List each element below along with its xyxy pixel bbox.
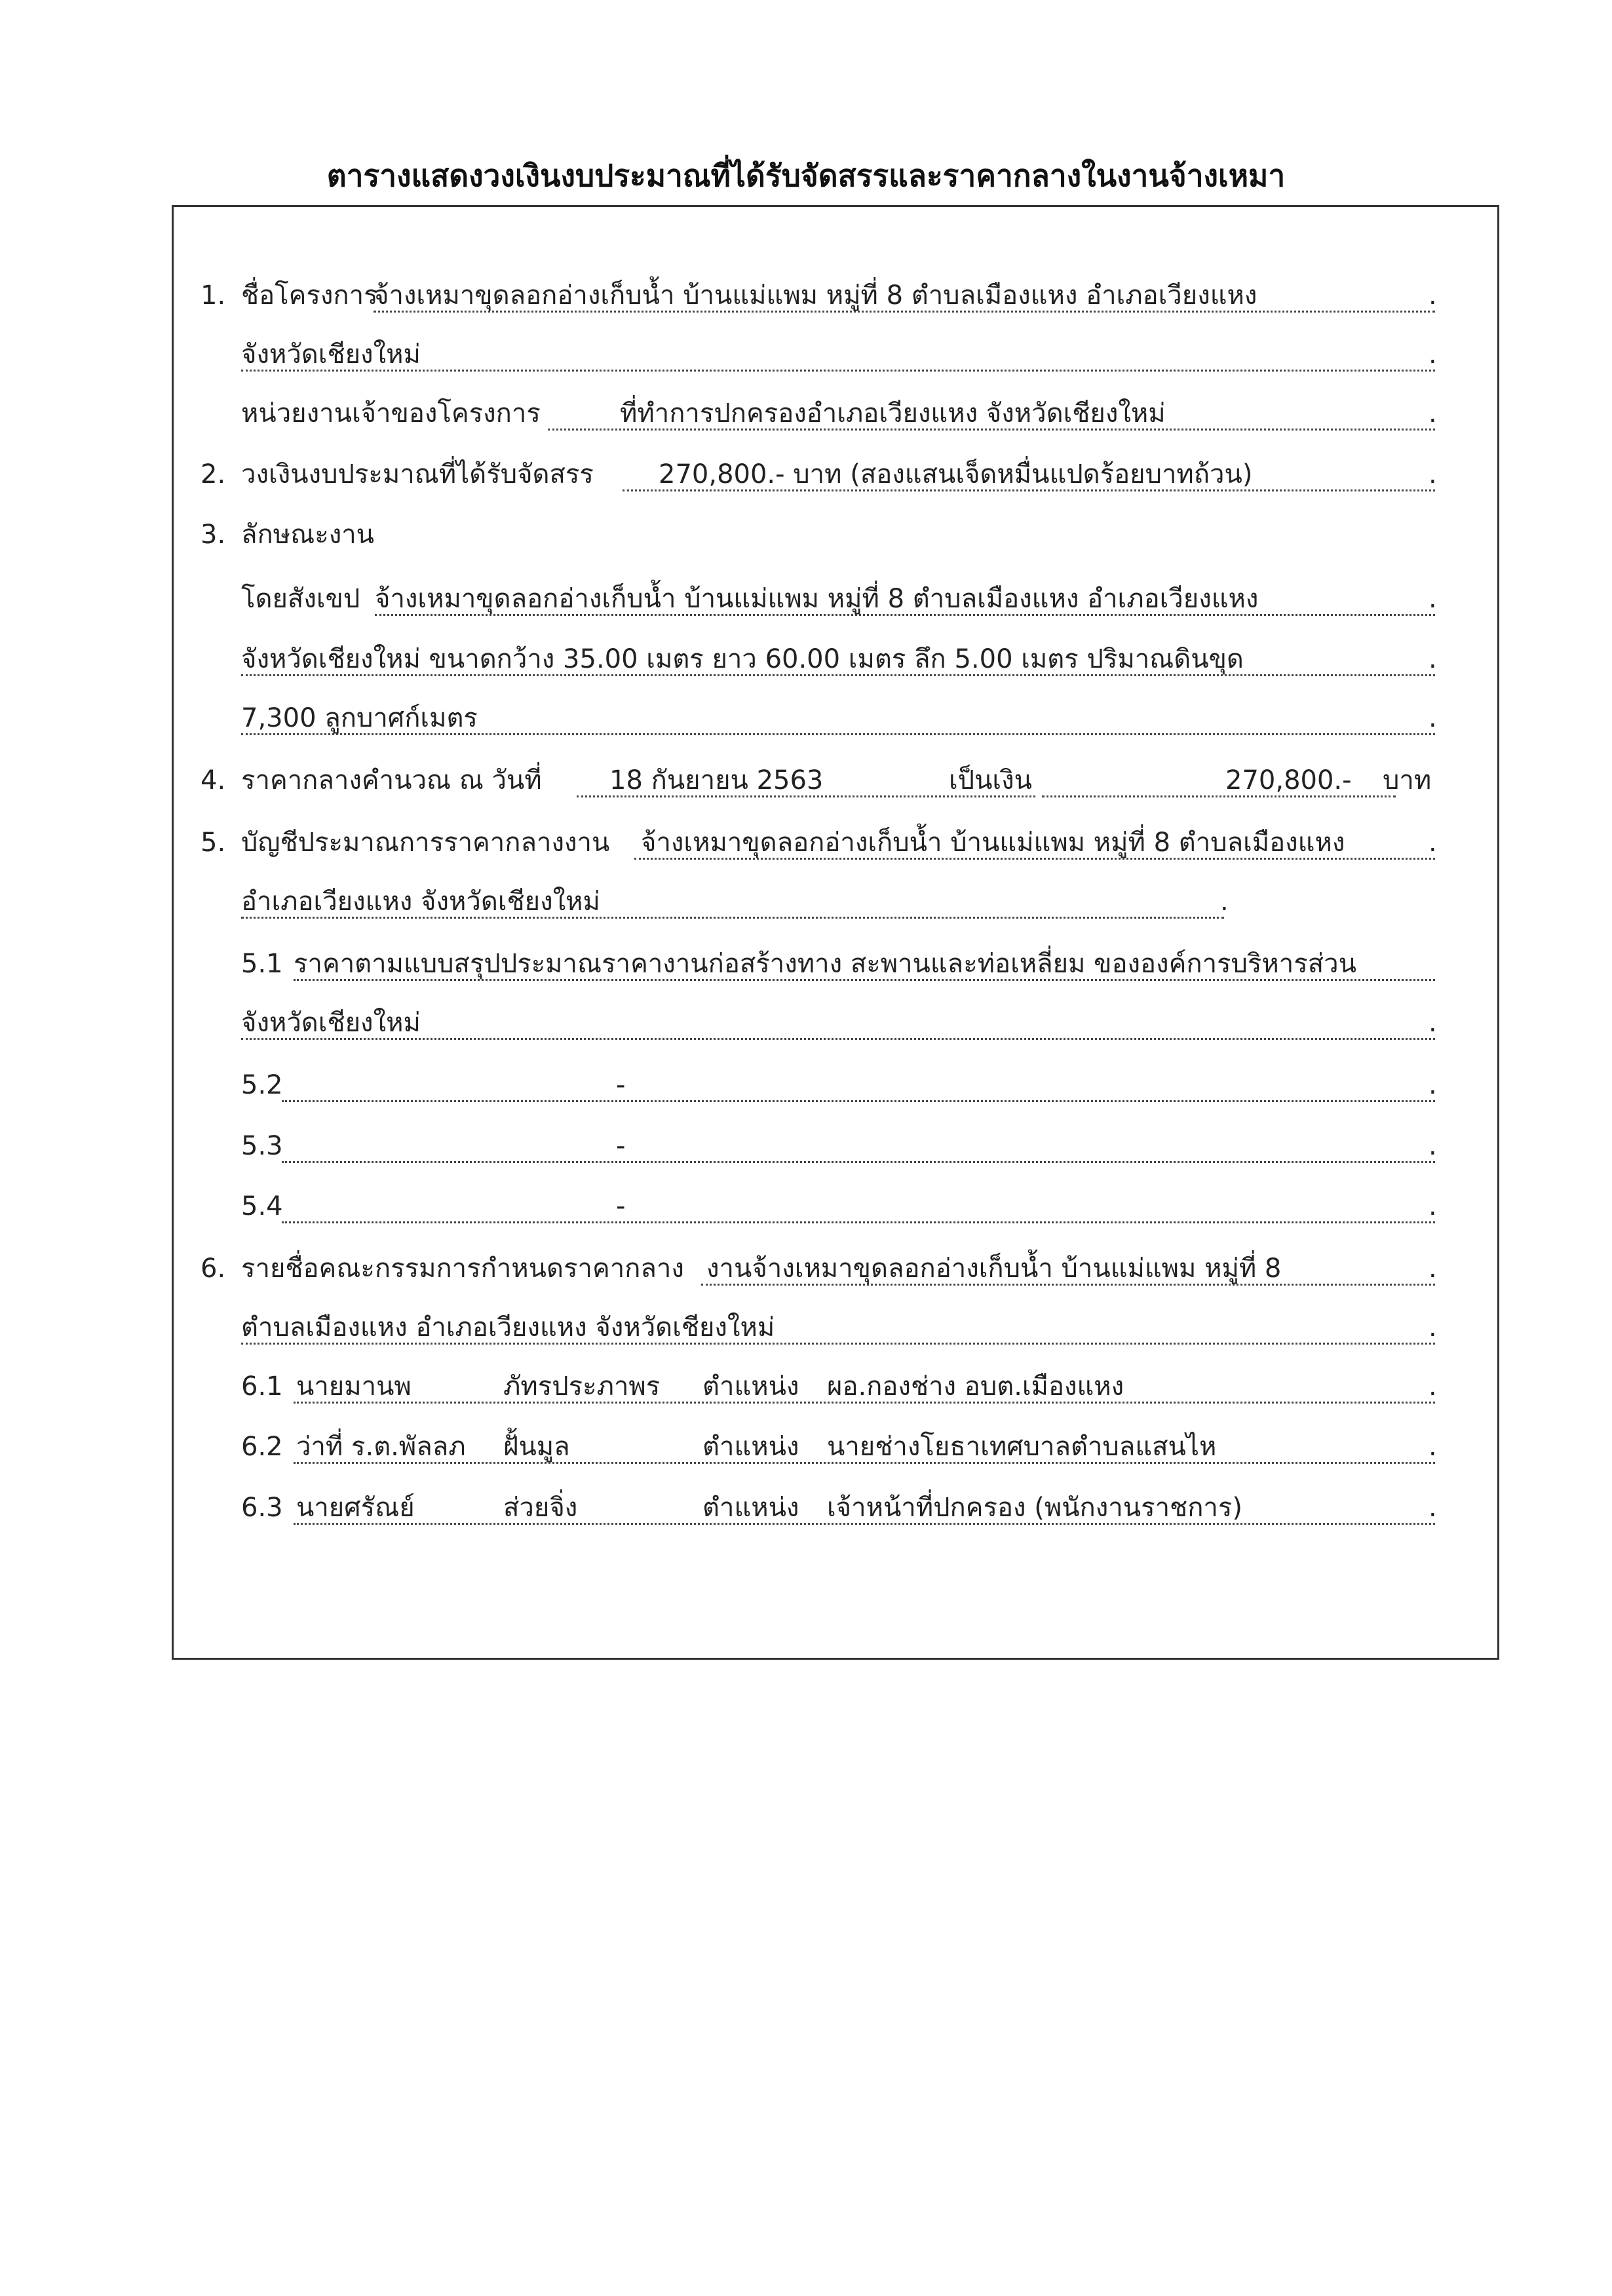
- position-label: ตำแหน่ง: [702, 1493, 799, 1523]
- project-name-value-cont: จังหวัดเชียงใหม่: [241, 337, 1435, 372]
- member-position: ผอ.กองช่าง อบต.เมืองแหง: [827, 1371, 1124, 1402]
- sub-5-1-line-2: จังหวัดเชียงใหม่: [241, 1006, 1435, 1040]
- member-name: นายมานพ: [296, 1371, 412, 1402]
- sub-5-2-value: -: [282, 1068, 1435, 1102]
- item-number: 4.: [201, 765, 226, 795]
- owner-label: หน่วยงานเจ้าของโครงการ: [241, 398, 541, 429]
- sub-number: 5.3: [241, 1131, 283, 1161]
- sub-number: 5.2: [241, 1070, 283, 1100]
- member-surname: ส่วยจิ่ง: [503, 1493, 578, 1523]
- member-name: ว่าที่ ร.ต.พัลลภ: [296, 1432, 466, 1462]
- owner-value: ที่ทำการปกครองอำเภอเวียงแหง จังหวัดเชียงใหม่: [548, 396, 1435, 430]
- sub-5-4-value: -: [282, 1189, 1435, 1223]
- price-estimate-value-cont: อำเภอเวียงแหง จังหวัดเชียงใหม่: [241, 885, 1224, 919]
- sub-5-1-line-1: ราคาตามแบบสรุปประมาณราคางานก่อสร้างทาง สะพานและท่อเหลี่ยม ขององค์การบริหารส่วน: [294, 947, 1435, 981]
- budget-label: วงเงินงบประมาณที่ได้รับจัดสรร: [241, 459, 594, 489]
- member-number: 6.2: [241, 1432, 283, 1462]
- document-title: ตารางแสดงวงเงินงบประมาณที่ได้รับจัดสรรและราคากลางในงานจ้างเหมา: [326, 158, 1286, 193]
- price-estimate-value: จ้างเหมาขุดลอกอ่างเก็บน้ำ บ้านแม่แพม หมู่ที่ 8 ตำบลเมืองแหง: [634, 826, 1435, 860]
- item-number: 6.: [201, 1253, 226, 1284]
- item-number: 3.: [201, 520, 226, 550]
- member-number: 6.1: [241, 1371, 283, 1402]
- median-price-amount: 270,800.-: [1042, 763, 1396, 797]
- summary-line-3: 7,300 ลูกบาศก์เมตร: [241, 701, 1435, 735]
- member-position: เจ้าหน้าที่ปกครอง (พนักงานราชการ): [827, 1493, 1242, 1523]
- committee-value-cont: ตำบลเมืองแหง อำเภอเวียงแหง จังหวัดเชียงใหม่: [241, 1311, 1435, 1345]
- sub-5-3-value: -: [282, 1129, 1435, 1163]
- summary-line-2: จังหวัดเชียงใหม่ ขนาดกว้าง 35.00 เมตร ยาว 60.00 เมตร ลึก 5.00 เมตร ปริมาณดินขุด: [241, 642, 1435, 676]
- project-name-label: ชื่อโครงการ: [241, 280, 378, 311]
- member-surname: ฝั้นมูล: [503, 1432, 570, 1462]
- item-number: 2.: [201, 459, 226, 489]
- price-estimate-label: บัญชีประมาณการราคากลางงาน: [241, 828, 610, 858]
- member-surname: ภัทรประภาพร: [503, 1371, 661, 1402]
- sub-number: 5.1: [241, 949, 283, 979]
- position-label: ตำแหน่ง: [702, 1432, 799, 1462]
- sub-number: 5.4: [241, 1191, 283, 1221]
- summary-label: โดยสังเขป: [241, 584, 360, 614]
- median-price-label: ราคากลางคำนวณ ณ วันที่: [241, 765, 542, 795]
- budget-value: 270,800.- บาท (สองแสนเจ็ดหมื่นแปดร้อยบาทถ้วน): [623, 457, 1435, 491]
- project-name-value: จ้างเหมาขุดลอกอ่างเก็บน้ำ บ้านแม่แพม หมู่ที่ 8 ตำบลเมืองแหง อำเภอเวียงแหง: [374, 278, 1435, 313]
- baht-unit: บาท: [1383, 765, 1432, 795]
- item-number: 1.: [201, 280, 226, 311]
- summary-line-1: จ้างเหมาขุดลอกอ่างเก็บน้ำ บ้านแม่แพม หมู่ที่ 8 ตำบลเมืองแหง อำเภอเวียงแหง: [375, 582, 1435, 616]
- item-number: 5.: [201, 828, 226, 858]
- amount-label: เป็นเงิน: [949, 765, 1032, 795]
- member-position: นายช่างโยธาเทศบาลตำบลแสนไห: [827, 1432, 1217, 1462]
- work-type-label: ลักษณะงาน: [241, 520, 375, 550]
- member-name: นายศรัณย์: [296, 1493, 415, 1523]
- member-number: 6.3: [241, 1493, 283, 1523]
- committee-value: งานจ้างเหมาขุดลอกอ่างเก็บน้ำ บ้านแม่แพม หมู่ที่ 8: [701, 1252, 1435, 1286]
- committee-label: รายชื่อคณะกรรมการกำหนดราคากลาง: [241, 1253, 684, 1284]
- median-price-date: 18 กันยายน 2563: [577, 763, 1035, 797]
- position-label: ตำแหน่ง: [702, 1371, 799, 1402]
